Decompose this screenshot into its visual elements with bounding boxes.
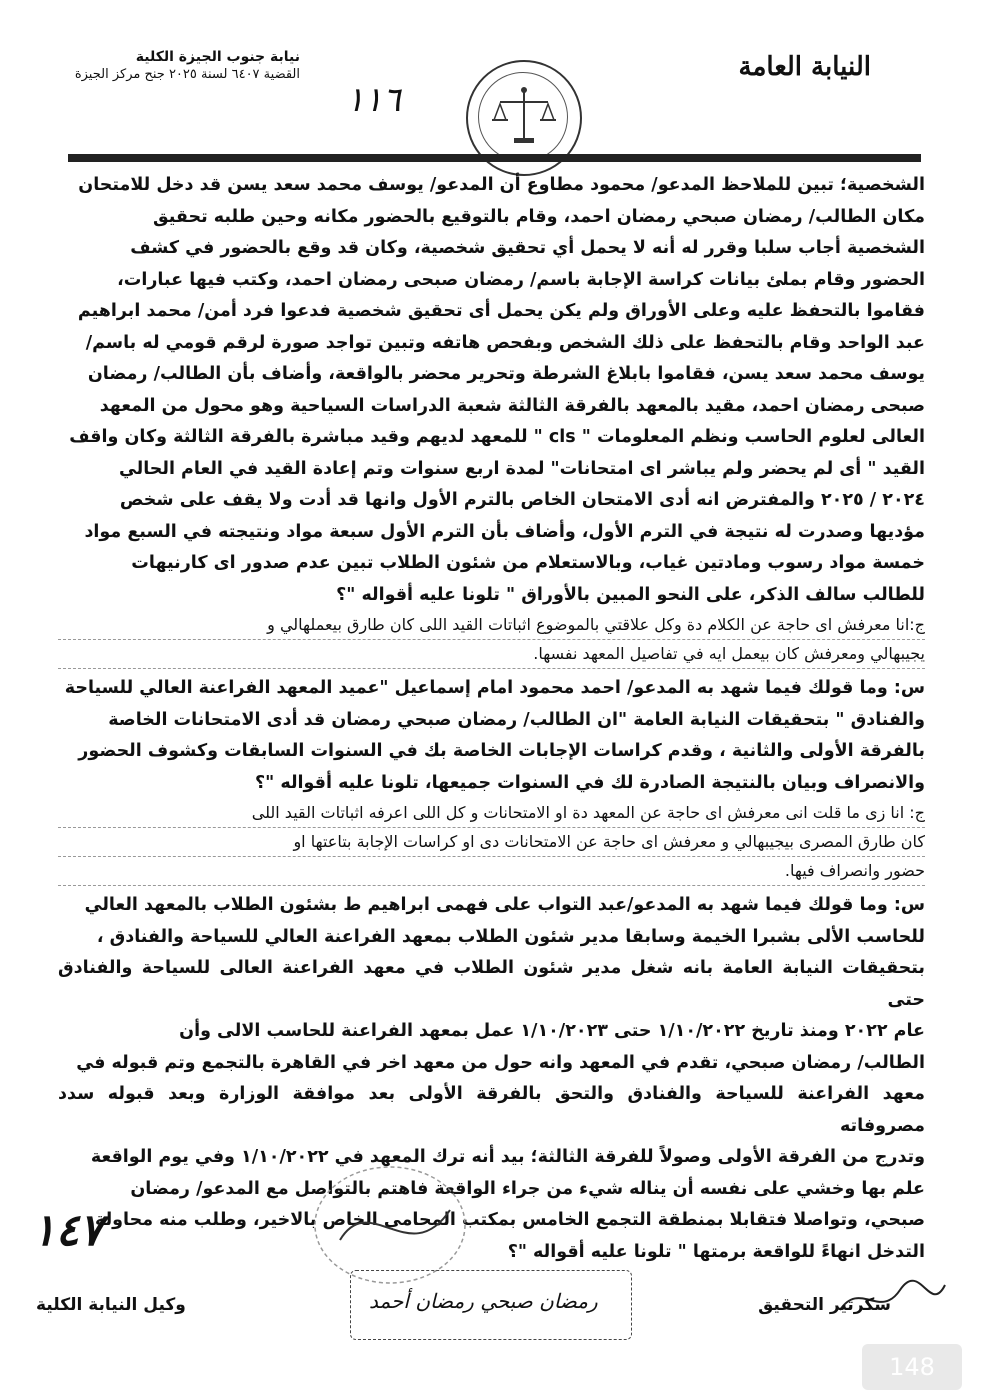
answer-line: ج: انا زى ما قلت انى معرفش اى حاجة عن المعهد دة او الامتحانات و كل اللى اعرفه اثباتات القيد اللى	[58, 799, 925, 828]
handwritten-page-number: ١٤٧	[32, 1205, 103, 1256]
answer-line: حضور وانصراف فيها.	[58, 857, 925, 886]
answer-line: يجيبهالي ومعرفش كان بيعمل ايه في تفاصيل المعهد نفسها.	[58, 640, 925, 669]
case-reference: القضية ٦٤٠٧ لسنة ٢٠٢٥ جنح مركز الجيزة	[74, 67, 300, 82]
text-line: القيد " أى لم يحضر ولم يباشر اى امتحانات" لمدة اربع سنوات وتم إعادة القيد في العام الحالي	[118, 458, 925, 479]
question-line: والفنادق " بتحقيقات النيابة العامة "ان الطالب/ رمضان صبحي رمضان قد أدى الامتحانات الخاصة	[108, 709, 925, 730]
prosecutor-stamp: وكيل النيابة الكلية	[36, 1295, 186, 1315]
text-line: صبحى رمضان احمد، مقيد بالمعهد بالفرقة الثالثة شعبة الدراسات السياحية وهو محول من المعهد	[99, 395, 925, 416]
text-line: يوسف محمد سعد يسن، فقاموا بابلاغ الشرطة وتحرير محضر بالواقعة، وأضاف بأن الطالب/ رمضان	[87, 364, 925, 384]
office-name: نيابة جنوب الجيزة الكلية	[135, 49, 300, 65]
text-line: ٢٠٢٤ / ٢٠٢٥ والمفترض انه أدى الامتحان الخاص بالترم الأول وانها قد أدت ولا يقف على شخص	[119, 490, 925, 510]
secretary-stamp: سكرتير التحقيق	[758, 1295, 891, 1315]
question-line: بتحقيقات النيابة العامة بانه شغل مدير شئون الطلاب في معهد الفراعنة العالى للسياحة والفنادق حتى	[58, 958, 925, 1010]
text-line: للطالب سالف الذكر، على النحو المبين بالأوراق " تلونا عليه أقواله "؟	[336, 584, 925, 605]
question-line: وتدرج من الفرقة الأولى وصولاً للفرقة الثالثة؛ بيد أنه ترك المعهد في ١/١٠/٢٠٢٢ وفي يوم الواقعة	[90, 1147, 925, 1167]
text-line: العالى لعلوم الحاسب ونظم المعلومات " cls " للمعهد لديهم وقيد مباشرة بالفرقة الثالثة وكان واقف	[69, 427, 925, 447]
question-line: عام ٢٠٢٢ ومنذ تاريخ ١/١٠/٢٠٢٢ حتى ١/١٠/٢٠٢٣ عمل بمعهد الفراعنة للحاسب الالى وأن	[179, 1021, 925, 1041]
text-line: الحضور وقام بملئ بيانات كراسة الإجابة باسم/ رمضان صبحى رمضان احمد، وكتب فيها عبارات،	[117, 269, 925, 290]
question-line: صبحي، وتواصلا فتقابلا بمنطقة التجمع الخامس بمكتب المحامي الخاص بالاخير، وطلب منه محاولة	[94, 1210, 925, 1230]
question-line: والانصراف وبيان بالنتيجة الصادرة لك في السنوات جميعها، تلونا عليه أقواله "؟	[255, 772, 925, 793]
page-number-badge: 148	[862, 1344, 962, 1390]
signature-box	[350, 1270, 632, 1340]
question-line: س: وما قولك فيما شهد به المدعو/عبد التواب على فهمى ابراهيم ط بشئون الطلاب بالمعهد العالي	[84, 895, 925, 915]
text-line: فقاموا بالتحفظ عليه وعلى الأوراق ولم يكن يحمل أى تحقيق شخصية فدعوا فرد أمن/ محمد ابراهيم	[77, 301, 925, 321]
handwritten-signature: رمضان صبحي رمضان أحمد	[369, 1289, 598, 1313]
header-divider	[68, 154, 921, 162]
answer-line: كان طارق المصرى بيجيبهالي و معرفش اى حاجة عن الامتحانات دى او كراسات الإجابة بتاعتها او	[58, 828, 925, 857]
office-header	[40, 48, 300, 84]
text-line: الشخصية أجاب سلبا وقرر له أنه لا يحمل أي تحقيق شخصية، وكان قد وقع بالحضور في كشف	[130, 238, 925, 258]
question-line: الطالب/ رمضان صبحي، تقدم في المعهد وانه حول من معهد اخر في القاهرة بالتجمع وتم قبوله في	[76, 1052, 925, 1073]
question-line: معهد الفراعنة للسياحة والفنادق والتحق بالفرقة الأولى بعد موافقة الوزارة وبعد قبوله سدد مصروفاته	[58, 1084, 925, 1136]
question-line: للحاسب الألى بشبرا الخيمة وسابقا مدير شئون الطلاب بمعهد الفراعنة العالي للسياحة والفنادق ،	[96, 926, 925, 947]
text-line: مؤديها وصدرت له نتيجة في الترم الأول، وأضاف بأن الترم الأول سبعة مواد ونتيجته في السبع مواد	[84, 521, 925, 542]
text-line: عبد الواحد وقام بالتحفظ على ذلك الشخص وبفحص هاتفه وتبين تواجد صورة لرقم قومي له باسم/	[85, 332, 925, 353]
question-line: التدخل انهاءً للواقعة برمتها " تلونا عليه أقواله "؟	[507, 1241, 925, 1262]
authority-title: النيابة العامة	[738, 52, 871, 82]
text-line: مكان الطالب/ رمضان صبحي رمضان احمد، وقام بالتوقيع بالحضور مكانه وحين طلبه تحقيق	[152, 206, 925, 227]
question-line: س: وما قولك فيما شهد به المدعو/ احمد محمود امام إسماعيل "عميد المعهد الفراعنة العالي للسياحة	[64, 678, 925, 698]
question-line: علم بها وخشي على نفسه أن يناله شيء من جراء الواقعة فاهتم بالتواصل مع المدعو/ رمضان	[130, 1178, 925, 1199]
text-line: الشخصية؛ تبين للملاحظ المدعو/ محمود مطاوع أن المدعو/ يوسف محمد سعد يسن قد دخل للامتحان	[78, 175, 925, 195]
text-line: خمسة مواد رسوب ومادتين غياب، وبالاستعلام من شئون الطلاب تبين عدم صدور اى كارنيهات	[131, 553, 925, 573]
investigation-text	[58, 170, 925, 1268]
question-line: بالفرقة الأولى والثانية ، وقدم كراسات الإجابات الخاصة بك في السنوات السابقات وكشوف الحضور	[78, 741, 925, 761]
handwritten-page-mark: ١١٦	[346, 80, 401, 120]
answer-line: ج:انا معرفش اى حاجة عن الكلام دة وكل علاقتي بالموضوع اثباتات القيد اللى كان طارق بيعملهالي و	[58, 611, 925, 640]
